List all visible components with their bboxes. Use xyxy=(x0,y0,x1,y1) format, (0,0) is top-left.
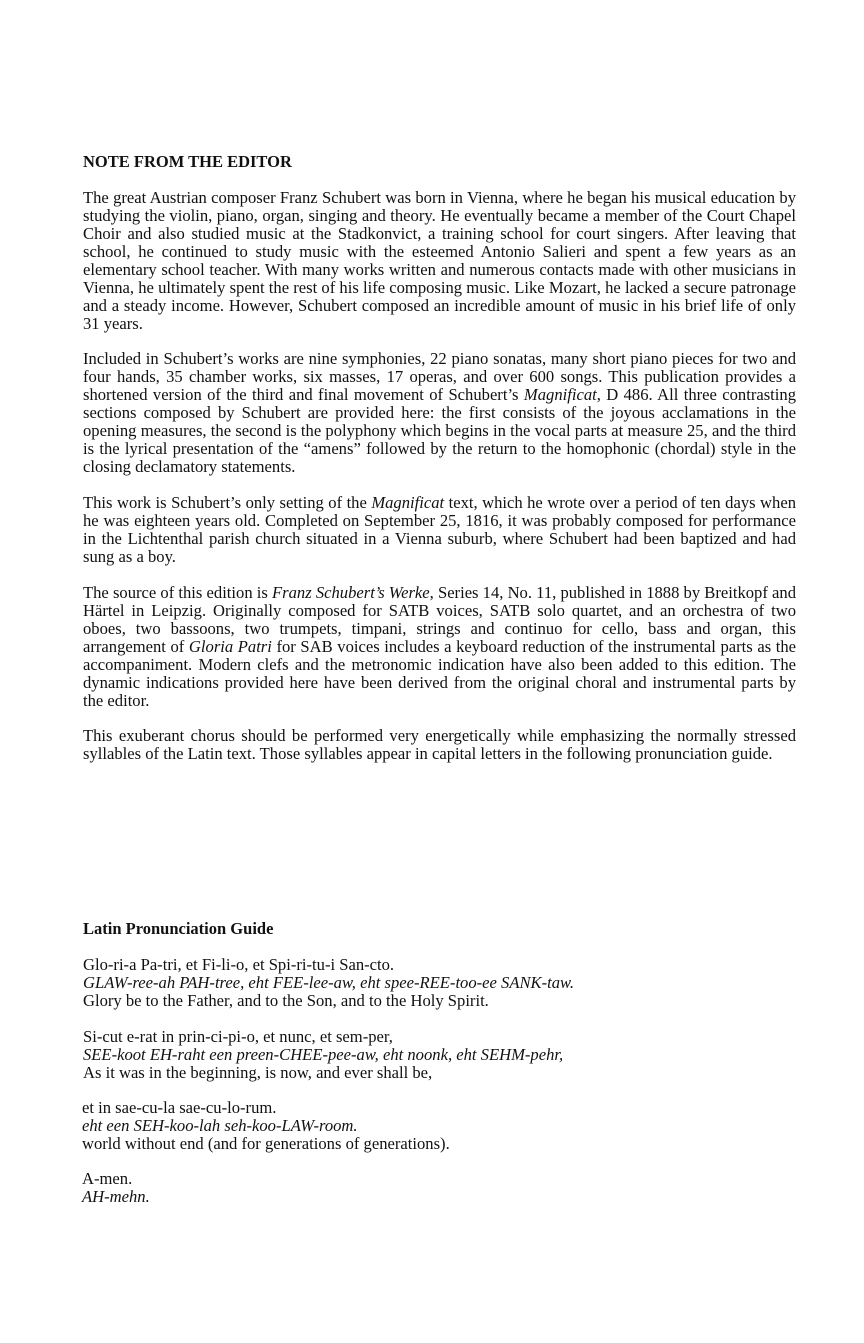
latin-text: Si-cut e-rat in prin-ci-pi-o, et nunc, et sem-per, xyxy=(83,1027,393,1046)
paragraph-text: for SAB voices includes a keyboard reduction of the instrumental parts as the accompaniment. Modern clefs and the metronomic indication have also been added to this edition. The dynamic indications provided here have been derived from the original choral and instrumental parts by the editor. xyxy=(83,637,797,710)
paragraph-text: , Series 14, No. 11, published in 1888 by Breitkopf and Härtel in Leipzig. Originally composed for SATB voices, SATB solo quartet, and an orchestra of two oboes, two bassoons, two trumpets, timpani, strings and continuo for cello, bass and organ, this arrangement of xyxy=(83,583,796,656)
paragraph-text: The source of this edition is xyxy=(83,583,273,602)
guide-stanza-2 xyxy=(83,1028,563,1082)
english-translation: world without end (and for generations of generations). xyxy=(82,1134,450,1153)
editor-paragraph-3 xyxy=(83,494,796,566)
editor-paragraph-5 xyxy=(83,727,796,763)
phonetic-text: SEE-koot EH-raht een preen-CHEE-pee-aw, eht noonk, eht SEHM-pehr, xyxy=(83,1045,564,1064)
latin-text: et in sae-cu-la sae-cu-lo-rum. xyxy=(82,1098,277,1117)
pronunciation-guide-heading: Latin Pronunciation Guide xyxy=(83,919,274,938)
guide-stanza-1 xyxy=(83,956,574,1010)
guide-stanza-3 xyxy=(82,1099,450,1153)
editor-paragraph-2 xyxy=(83,350,796,476)
paragraph-text: This work is Schubert’s only setting of the xyxy=(83,493,372,512)
work-title-italic: Gloria Patri xyxy=(188,637,272,656)
editor-paragraph-1 xyxy=(83,189,796,333)
work-title-italic: Magnificat xyxy=(523,385,597,404)
work-title-italic: Magnificat xyxy=(371,493,445,512)
paragraph-text: , D 486. All three contrasting sections composed by Schubert are provided here: the first consists of the joyous acclamations in the opening measures, the second is the polyphony which begins in the vocal parts at measure 25, and the third is the lyrical presentation of the “amens” followed by the return to the homophonic (chordal) style in the closing declamatory statements. xyxy=(83,385,796,476)
phonetic-text: AH-mehn. xyxy=(82,1187,150,1206)
source-title-italic: Franz Schubert’s Werke xyxy=(272,583,430,602)
english-translation: Glory be to the Father, and to the Son, and to the Holy Spirit. xyxy=(83,991,489,1010)
paragraph-text: The great Austrian composer Franz Schubert was born in Vienna, where he began his musical education by studying the violin, piano, organ, singing and theory. He eventually became a member of the Court Chapel Choir and also studied music at the Stadkonvict, a training school for court singers. After leaving that school, he continued to study music with the esteemed Antonio Salieri and spent a few years as an elementary school teacher. With many works written and numerous contacts made with other musicians in Vienna, he ultimately spent the rest of his life composing music. Like Mozart, he lacked a secure patronage and a steady income. However, Schubert composed an incredible amount of music in his brief life of only 31 years. xyxy=(83,188,796,333)
phonetic-text: GLAW-ree-ah PAH-tree, eht FEE-lee-aw, eht spee-REE-too-ee SANK-taw. xyxy=(83,973,575,992)
paragraph-text: Included in Schubert’s works are nine symphonies, 22 piano sonatas, many short piano pieces for two and four hands, 35 chamber works, six masses, 17 operas, and over 600 songs. This publication provides a shortened version of the third and final movement of Schubert’s xyxy=(83,349,796,404)
guide-stanza-4 xyxy=(82,1170,150,1206)
latin-text: A-men. xyxy=(82,1169,133,1188)
editor-paragraph-4 xyxy=(83,584,796,710)
paragraph-text: text, which he wrote over a period of ten days when he was eighteen years old. Completed on September 25, 1816, it was probably composed for performance in the Lichtenthal parish church situated in a Vienna suburb, where Schubert had been baptized and had sung as a boy. xyxy=(83,493,796,566)
editor-note-heading: NOTE FROM THE EDITOR xyxy=(83,152,292,171)
english-translation: As it was in the beginning, is now, and ever shall be, xyxy=(83,1063,433,1082)
phonetic-text: eht een SEH-koo-lah seh-koo-LAW-room. xyxy=(82,1116,358,1135)
paragraph-text: This exuberant chorus should be performed very energetically while emphasizing the normally stressed syllables of the Latin text. Those syllables appear in capital letters in the following pronunciation guide. xyxy=(83,726,796,763)
latin-text: Glo-ri-a Pa-tri, et Fi-li-o, et Spi-ri-tu-i San-cto. xyxy=(83,955,395,974)
